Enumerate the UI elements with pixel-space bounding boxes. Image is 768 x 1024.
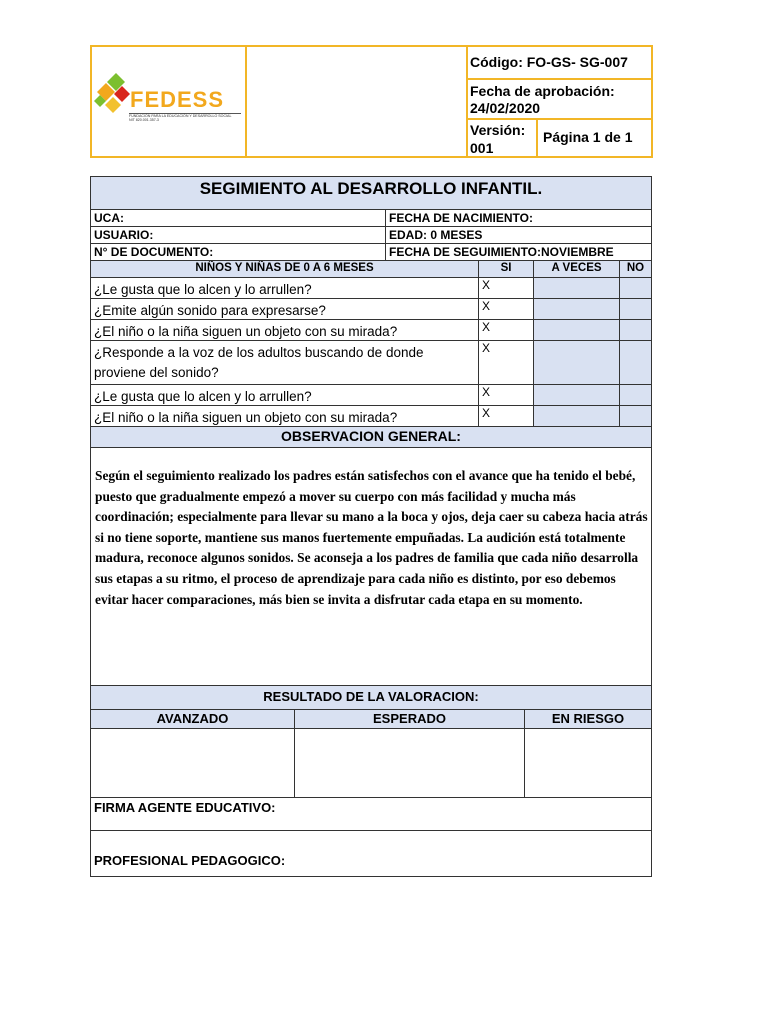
logo-cell <box>92 47 247 156</box>
answer-si: X <box>478 320 533 340</box>
info-row-document <box>91 244 651 261</box>
answer-a-veces <box>533 406 619 426</box>
uca-label: UCA: <box>94 211 124 225</box>
col-en-riesgo: EN RIESGO <box>524 710 651 728</box>
col-no: NO <box>619 261 651 277</box>
answer-si: X <box>478 299 533 319</box>
followup-date-label: FECHA DE SEGUIMIENTO:NOVIEMBRE <box>385 244 651 260</box>
answer-a-veces <box>533 320 619 340</box>
info-row-uca <box>91 210 651 227</box>
page-number: Página 1 de 1 <box>543 129 633 145</box>
answer-no <box>619 385 651 405</box>
answer-si: X <box>478 385 533 405</box>
answer-si: X <box>478 278 533 298</box>
answer-no <box>619 278 651 298</box>
answer-no <box>619 406 651 426</box>
result-avanzado-cell[interactable] <box>91 729 294 797</box>
question-row <box>91 320 651 341</box>
question-row <box>91 341 651 385</box>
answer-si: X <box>478 341 533 384</box>
document-number-label: N° DE DOCUMENTO: <box>94 245 214 259</box>
logo-subtitle: FUNDACIÓN PARA LA EDUCACIÓN Y DESARROLLO SOCIAL NIT 820.001.357-3 <box>129 114 232 123</box>
result-en-riesgo-cell[interactable] <box>524 729 651 797</box>
answer-a-veces <box>533 341 619 384</box>
question-text: ¿El niño o la niña siguen un objeto con su mirada? <box>94 410 398 425</box>
answer-no <box>619 320 651 340</box>
col-si: SI <box>478 261 533 277</box>
fedess-logo-icon <box>92 73 132 123</box>
col-a-veces: A VECES <box>533 261 619 277</box>
result-values <box>91 729 651 798</box>
question-row <box>91 406 651 427</box>
col-avanzado: AVANZADO <box>156 711 229 726</box>
age-label: EDAD: 0 MESES <box>385 227 651 243</box>
observation-text: Según el seguimiento realizado los padres están satisfechos con el avance que ha tenido el bebé, puesto que gradualmente empezó a mover su cuerpo con más facilidad y mucha más coordinación; especialmente para llevar su mano a la boca y ojos, deja caer su cabeza hacia atrás si no tiene soporte, mantiene sus manos fuertemente empuñadas. La audición está totalmente madura, reconoce algunos sonidos. Se aconseja a los padres de familia que cada niño desarrolla sus etapas a su ritmo, el proceso de aprendizaje para cada niño es distinto, por eso debemos evitar hacer comparaciones, más bien se invita a disfrutar cada etapa en su momento. <box>91 448 651 686</box>
observation-header: OBSERVACION GENERAL: <box>91 427 651 448</box>
questions-header <box>91 261 651 278</box>
result-esperado-cell[interactable] <box>294 729 524 797</box>
result-columns <box>91 710 651 729</box>
question-row <box>91 278 651 299</box>
question-text: ¿Emite algún sonido para expresarse? <box>94 303 326 318</box>
info-row-user <box>91 227 651 244</box>
question-row <box>91 385 651 406</box>
question-text: ¿Le gusta que lo alcen y lo arrullen? <box>94 389 312 404</box>
question-row <box>91 299 651 320</box>
answer-no <box>619 341 651 384</box>
answer-a-veces <box>533 385 619 405</box>
question-text: ¿El niño o la niña siguen un objeto con su mirada? <box>94 324 398 339</box>
question-text: ¿Responde a la voz de los adultos buscando de donde proviene del sonido? <box>94 345 424 380</box>
header-blank-cell <box>247 47 468 156</box>
birthdate-label: FECHA DE NACIMIENTO: <box>385 210 651 226</box>
signature-pedagogic: PROFESIONAL PEDAGOGICO: <box>94 853 286 868</box>
answer-no <box>619 299 651 319</box>
document-header <box>90 45 653 158</box>
answer-a-veces <box>533 278 619 298</box>
signature-agent: FIRMA AGENTE EDUCATIVO: <box>91 798 651 831</box>
followup-form <box>90 176 652 877</box>
question-text: ¿Le gusta que lo alcen y lo arrullen? <box>94 282 312 297</box>
logo-text: FEDESS <box>130 87 225 112</box>
approval-date: Fecha de aprobación: 24/02/2020 <box>468 80 651 120</box>
result-header: RESULTADO DE LA VALORACION: <box>91 686 651 710</box>
col-esperado: ESPERADO <box>294 710 524 728</box>
answer-si: X <box>478 406 533 426</box>
age-group-header: NIÑOS Y NIÑAS DE 0 A 6 MESES <box>195 262 374 274</box>
document-version: Versión: 001 <box>468 120 538 156</box>
user-label: USUARIO: <box>94 228 154 242</box>
document-code: Código: FO-GS- SG-007 <box>468 47 651 80</box>
form-title: SEGIMIENTO AL DESARROLLO INFANTIL. <box>91 177 651 210</box>
answer-a-veces <box>533 299 619 319</box>
